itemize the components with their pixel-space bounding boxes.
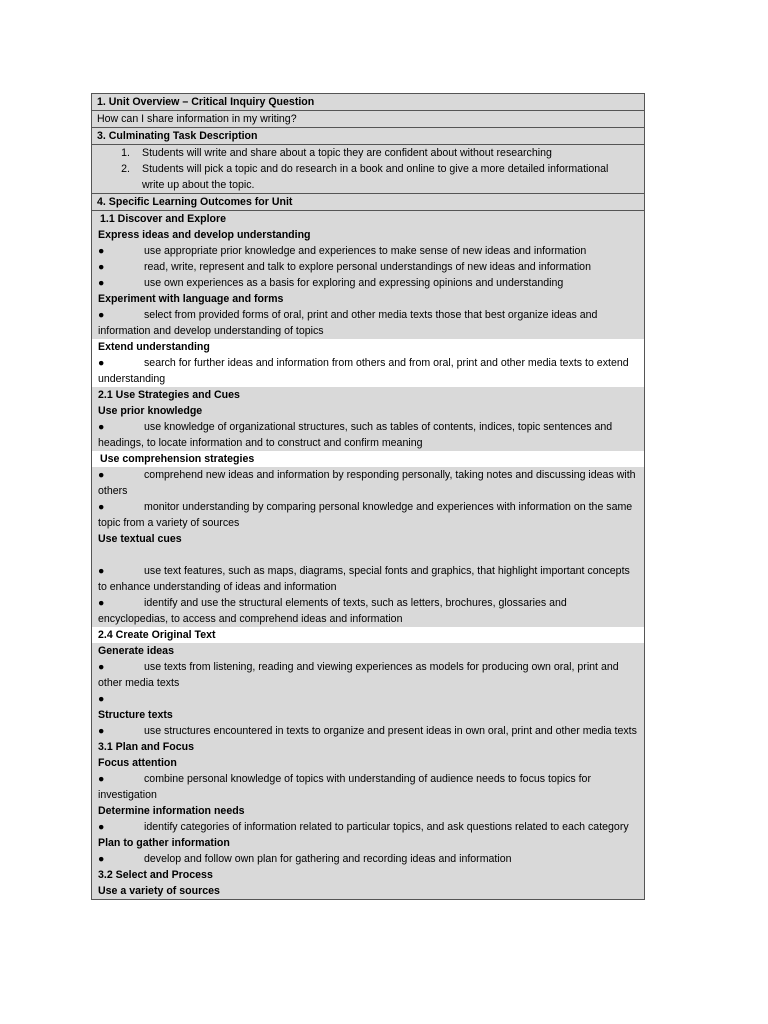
bullet-icon: ● <box>98 309 105 321</box>
section-heading: 2.1 Use Strategies and Cues <box>98 389 240 401</box>
subheading: Use a variety of sources <box>98 885 220 897</box>
learning-outcomes-heading: 4. Specific Learning Outcomes for Unit <box>92 194 644 211</box>
bullet-icon: ● <box>98 725 105 737</box>
bullet-icon: ● <box>98 821 105 833</box>
blank-line <box>98 547 638 563</box>
bullet-icon: ● <box>98 245 105 257</box>
bullet-icon: ● <box>98 277 105 289</box>
bullet-icon: ● <box>98 357 105 369</box>
outcome-item: ● identify categories of information related to particular topics, and ask questions related to each category <box>98 821 629 833</box>
task-item: 2. Students will pick a topic and do research in a book and online to give a more detailed informational write up about the topic. <box>121 163 609 191</box>
unit-plan-table <box>91 93 645 900</box>
subheading: Plan to gather information <box>98 837 230 849</box>
subheading: Determine information needs <box>98 805 245 817</box>
culminating-task-heading: 3. Culminating Task Description <box>92 128 644 145</box>
outcome-item: ● read, write, represent and talk to explore personal understandings of new ideas and information <box>98 261 591 273</box>
learning-outcomes-body <box>92 211 644 899</box>
subheading: Express ideas and develop understanding <box>98 229 311 241</box>
task-item: 1. Students will write and share about a topic they are confident about without researching <box>121 147 552 159</box>
outcome-item: ● comprehend new ideas and information by responding personally, taking notes and discussing ideas with others <box>98 469 636 497</box>
bullet-icon: ● <box>98 693 105 705</box>
unit-overview-heading: 1. Unit Overview – Critical Inquiry Question <box>92 94 644 111</box>
subheading: Use comprehension strategies <box>100 453 255 465</box>
outcome-item: ● use texts from listening, reading and viewing experiences as models for producing own oral, print and other media texts <box>98 661 619 689</box>
section-heading: 3.1 Plan and Focus <box>98 741 194 753</box>
subheading: Use textual cues <box>98 533 182 545</box>
inquiry-question: How can I share information in my writing? <box>92 111 644 128</box>
bullet-icon: ● <box>98 597 105 609</box>
bullet-icon: ● <box>98 565 105 577</box>
bullet-icon: ● <box>98 469 105 481</box>
outcome-item: ● use own experiences as a basis for exploring and expressing opinions and understanding <box>98 277 564 289</box>
outcome-item: ● develop and follow own plan for gathering and recording ideas and information <box>98 853 512 865</box>
highlight-band <box>92 627 644 643</box>
highlight-band <box>92 451 644 467</box>
bullet-icon: ● <box>98 773 105 785</box>
outcome-item: ● use appropriate prior knowledge and experiences to make sense of new ideas and information <box>98 245 587 257</box>
subheading: Focus attention <box>98 757 177 769</box>
outcome-item: ● select from provided forms of oral, print and other media texts those that best organize ideas and information and develop understanding of topics <box>98 309 598 337</box>
subheading: Extend understanding <box>98 341 210 353</box>
section-heading: 3.2 Select and Process <box>98 869 213 881</box>
bullet-icon: ● <box>98 661 105 673</box>
bullet-icon: ● <box>98 421 105 433</box>
outcome-item: ● monitor understanding by comparing personal knowledge and experiences with information on the same topic from a variety of sources <box>98 501 633 529</box>
subheading: Structure texts <box>98 709 173 721</box>
bullet-icon: ● <box>98 853 105 865</box>
outcome-item: ● use structures encountered in texts to organize and present ideas in own oral, print and other media texts <box>98 725 637 737</box>
section-heading: 1.1 Discover and Explore <box>100 213 227 225</box>
outcome-item: ● search for further ideas and information from others and from oral, print and other media texts to extend understanding <box>98 357 629 385</box>
section-heading: 2.4 Create Original Text <box>98 629 216 641</box>
empty-outcome-item <box>98 691 638 707</box>
outcome-item: ● combine personal knowledge of topics with understanding of audience needs to focus topics for investigation <box>98 773 591 801</box>
outcome-item: ● use knowledge of organizational structures, such as tables of contents, indices, topic sentences and headings, to locate information and to construct and confirm meaning <box>98 421 613 449</box>
outcome-item: ● identify and use the structural elements of texts, such as letters, brochures, glossaries and encyclopedias, to access and comprehend ideas and information <box>98 597 567 625</box>
subheading: Experiment with language and forms <box>98 293 284 305</box>
highlight-band <box>92 339 644 387</box>
outcome-item: ● use text features, such as maps, diagrams, special fonts and graphics, that highlight important concepts to enhance understanding of ideas and information <box>98 565 630 593</box>
bullet-icon: ● <box>98 261 105 273</box>
culminating-task-list <box>92 145 644 194</box>
subheading: Generate ideas <box>98 645 174 657</box>
bullet-icon: ● <box>98 501 105 513</box>
subheading: Use prior knowledge <box>98 405 203 417</box>
